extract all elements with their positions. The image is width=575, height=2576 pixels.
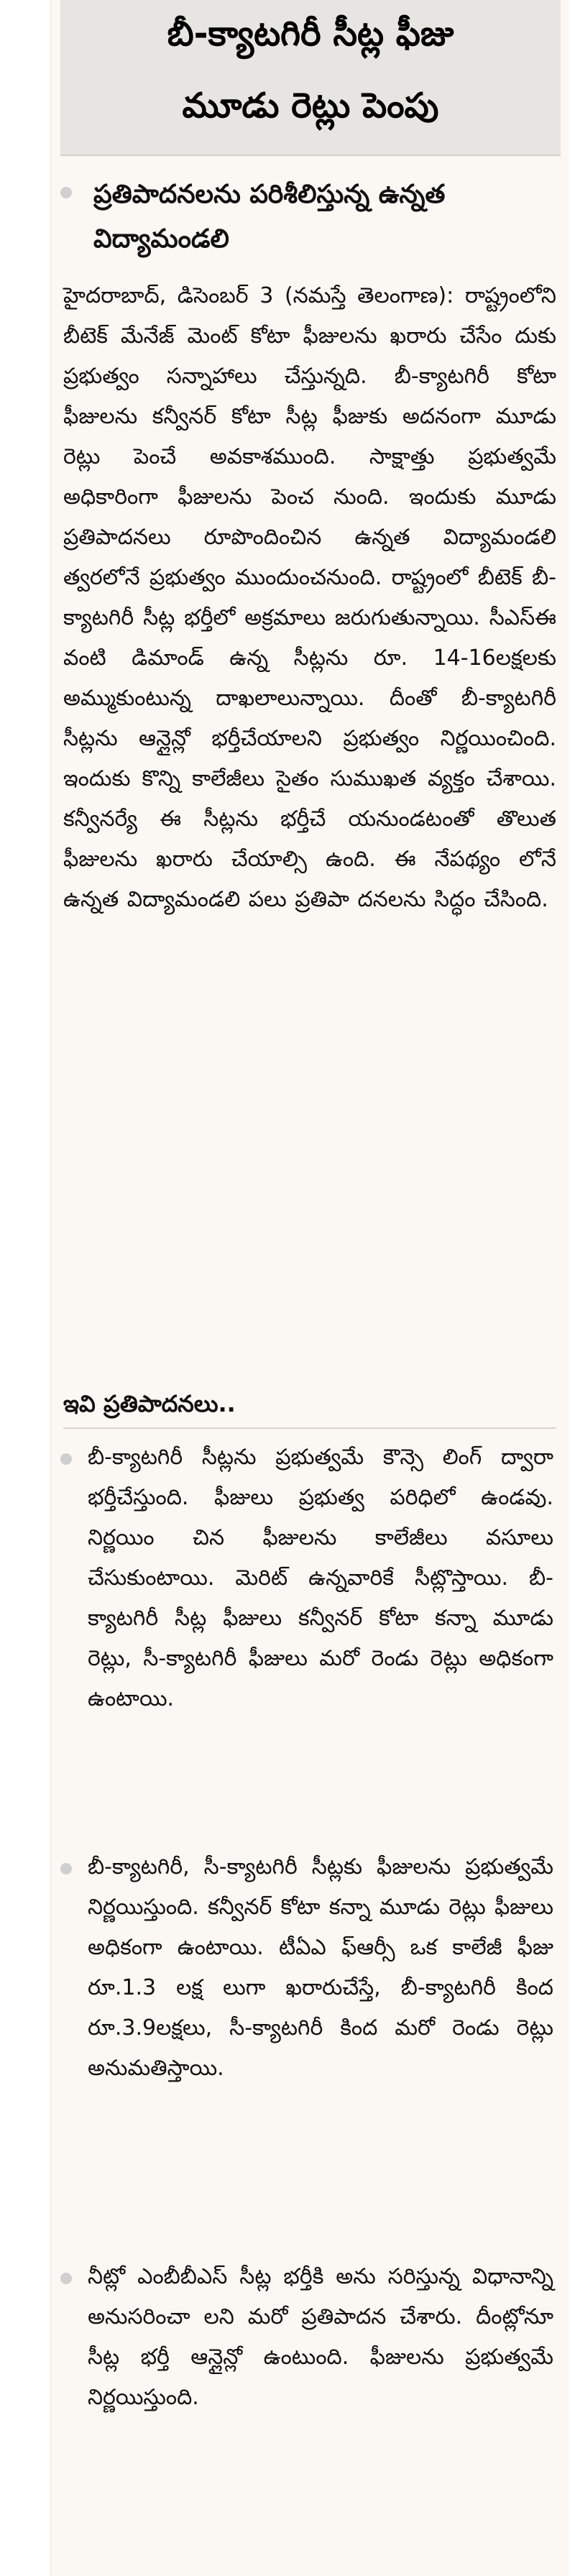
subheadline: ప్రతిపాదనలను పరిశీలిస్తున్న ఉన్నత విద్యామండలి (93, 180, 446, 254)
bullet-icon (60, 187, 72, 198)
bullet-icon (60, 1453, 72, 1465)
proposal-item (60, 2257, 561, 2559)
proposal-item (60, 1438, 561, 1840)
proposal-text: నీట్లో ఎంబీబీఎస్ సీట్ల భర్తీకి అను సరిస్తున్న విధానాన్ని అనుసరించా లని మరో ప్రతిపాదన చేశారు. దీంట్లోనూ సీట్ల భర్తీ ఆన్లైన్లో ఉంటుంది. ఫీజులను ప్రభుత్వమే నిర్ణయిస్తుంది. (88, 2264, 553, 2410)
subheadline-block (60, 160, 561, 267)
bullet-icon (60, 2273, 72, 2284)
headline-line-1: బీ-క్యాటగిరీ సీట్ల ఫీజు (167, 14, 454, 54)
proposal-text: బీ-క్యాటగిరీ సీట్లను ప్రభుత్వమే కౌన్సె లింగ్ ద్వారా భర్తీచేస్తుంది. ఫీజులు ప్రభుత్వ పరిధిలో ఉండవు. నిర్ణయిం చిన ఫీజులను కాలేజీలు వసూలు చేసుకుంటాయి. మెరిట్ ఉన్నవారికే సీట్లొస్తాయి. బీ-క్యాటగిరీ సీట్ల ఫీజులు కన్వీనర్ కోటా కన్నా మూడు రెట్లు, సీ-క్యాటగిరీ ఫీజులు మరో రెండు రెట్లు అధికంగా ఉంటాయి. (88, 1445, 553, 1711)
article-body: హైదరాబాద్, డిసెంబర్ 3 (నమస్తే తెలంగాణ): రాష్ట్రంలోని బీటెక్ మేనేజ్ మెంట్ కోటా ఫీజులను ఖరారు చేసేం దుకు ప్రభుత్వం సన్నాహాలు చేస్తున్నది. బీ-క్యాటగిరీ కోటా ఫీజులను కన్వీనర్ కోటా సీట్ల ఫీజుకు అదనంగా మూడు రెట్లు పెంచే అవకాశముంది. సాక్షాత్తు ప్రభుత్వమే అధికారింగా ఫీజులను పెంచ నుంది. ఇందుకు మూడు ప్రతిపాదనలు రూపొందించిన ఉన్నత విద్యామండలి త్వరలోనే ప్రభుత్వం ముందుంచనుంది. రాష్ట్రంలో బీటెక్ బీ-క్యాటగిరీ సీట్ల భర్తీలో అక్రమాలు జరుగుతున్నాయి. సీఎస్ఈ వంటి డిమాండ్ ఉన్న సీట్లను రూ. 14-16లక్షలకు అమ్ముకుంటున్న దాఖలాలున్నాయి. దీంతో బీ-క్యాటగిరీ సీట్లను ఆన్లైన్లో భర్తీచేయాలని ప్రభుత్వం నిర్ణయించింది. ఇందుకు కొన్ని కాలేజీలు సైతం సుముఖత వ్యక్తం చేశాయి. కన్వీనర్యే ఈ సీట్లను భర్తీచే యనుండటంతో తొలుత ఫీజులను ఖరారు చేయాల్సి ఉంది. ఈ నేపథ్యం లోనే ఉన్నత విద్యామండలి పలు ప్రతిపా దనలను సిద్ధం చేసింది. (63, 283, 556, 912)
headline-line-2: మూడు రెట్లు పెంపు (182, 86, 439, 126)
section-divider (63, 1427, 556, 1429)
proposals-heading: ఇవి ప్రతిపాదనలు.. (63, 1390, 236, 1417)
headline-box (60, 0, 561, 156)
proposal-item (60, 1847, 561, 2250)
proposal-text: బీ-క్యాటగిరీ, సీ-క్యాటగిరీ సీట్లకు ఫీజులను ప్రభుత్వమే నిర్ణయిస్తుంది. కన్వీనర్ కోటా కన్నా మూడు రెట్లు ఫీజులు అధికంగా ఉంటాయి. టీఏఎ ఫ్ఆర్సీ ఒక కాలేజీ ఫీజు రూ.1.3 లక్ష లుగా ఖరారుచేస్తే, బీ-క్యాటగిరీ కింద రూ.3.9లక్షలు, సీ-క్యాటగిరీ కింద మరో రెండు రెట్లు అనుమతిస్తాయి. (88, 1854, 553, 2081)
bullet-icon (60, 1863, 72, 1874)
